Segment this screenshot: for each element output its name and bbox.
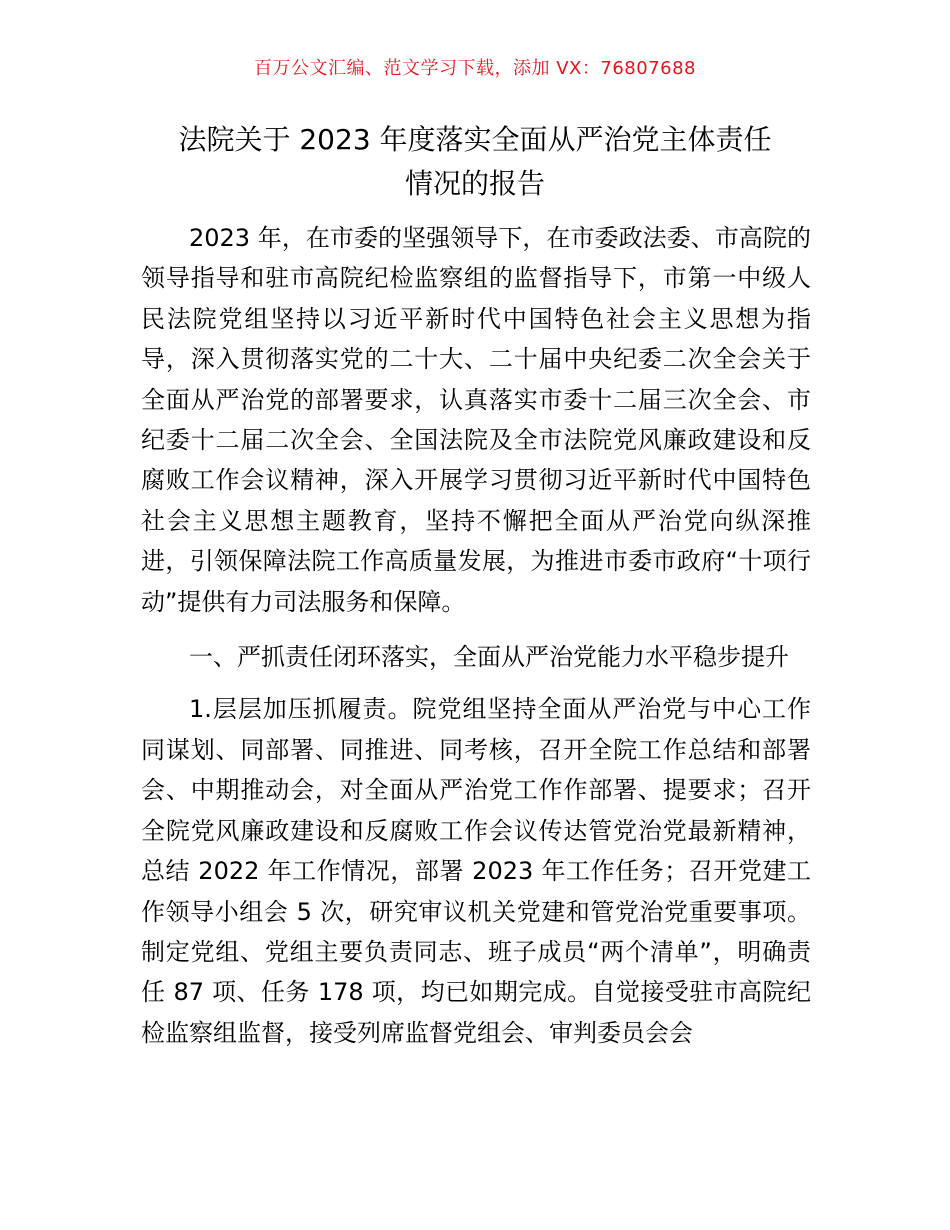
section-heading: 一、严抓责任闭环落实，全面从严治党能力水平稳步提升 [189, 643, 789, 672]
promo-header-banner: 百万公文汇编、范文学习下载，添加 VX：76807688 [254, 58, 696, 79]
document-body [141, 218, 811, 1053]
title-line-1: 法院关于 2023 年度落实全面从严治党主体责任 [178, 123, 772, 156]
title-line-2: 情况的报告 [404, 167, 545, 200]
document-title [140, 118, 810, 206]
intro-paragraph: 2023 年，在市委的坚强领导下，在市委政法委、市高院的领导指导和驻市高院纪检监察组的监督指导下，市第一中级人民法院党组坚持以习近平新时代中国特色社会主义思想为指导，深入贯彻落实党的二十大、二十届中央纪委二次全会关于全面从严治党的部署要求，认真落实市委十二届三次全会、市纪委十二届二次全会、全国法院及全市法院党风廉政建设和反腐败工作会议精神，深入开展学习贯彻习近平新时代中国特色社会主义思想主题教育，坚持不懈把全面从严治党向纵深推进，引领保障法院工作高质量发展，为推进市委市政府“十项行动”提供有力司法服务和保障。 [141, 224, 811, 616]
body-paragraph: 1.层层加压抓履责。院党组坚持全面从严治党与中心工作同谋划、同部署、同推进、同考核，召开全院工作总结和部署会、中期推动会，对全面从严治党工作作部署、提要求；召开全院党风廉政建设和反腐败工作会议传达管党治党最新精神，总结 2022 年工作情况，部署 2023 年工作任务；召开党建工作领导小组会 5 次，研究审议机关党建和管党治党重要事项。制定党组、党组主要负责同志、班子成员“两个清单”，明确责任 87 项、任务 178 项，均已如期完成。自觉接受驻市高院纪检监察组监督，接受列席监督党组会、审判委员会会 [141, 695, 811, 1047]
